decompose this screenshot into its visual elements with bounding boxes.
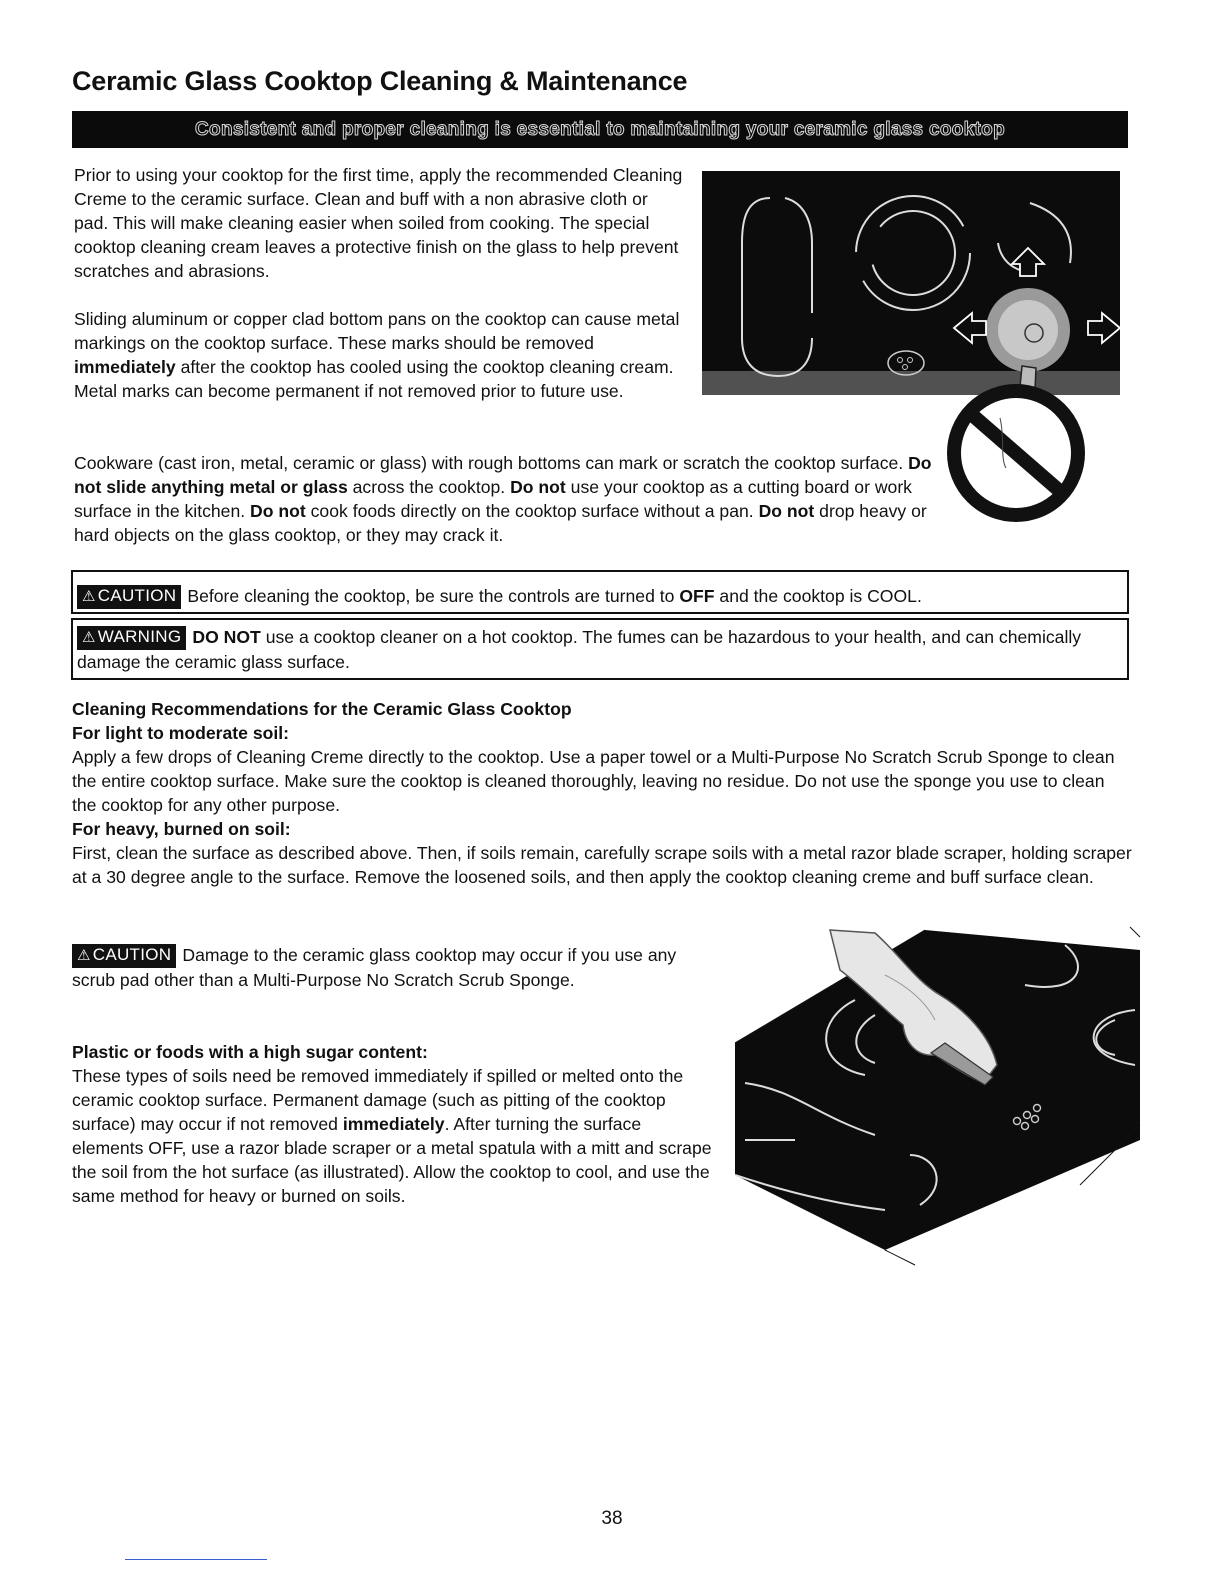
- scraper-cleaning-illustration: [735, 925, 1145, 1270]
- caution-box-1: ⚠ CAUTION Before cleaning the cooktop, be sure the controls are turned to OFF and the cooktop is COOL.: [71, 570, 1129, 614]
- footer-rule: [125, 1559, 267, 1560]
- light-soil-heading: For light to moderate soil:: [72, 723, 289, 743]
- cooktop-surface: [735, 930, 1140, 1250]
- heavy-soil-body: First, clean the surface as described above. Then, if soils remain, carefully scrape soils with a metal razor blade scraper, holding scraper at a 30 degree angle to the surface. Remove the loosened soils, and then apply the cooktop cleaning creme and buff surface clean.: [72, 843, 1132, 887]
- warning-triangle-icon: ⚠: [77, 947, 91, 964]
- caution-note-2: ⚠ CAUTION Damage to the ceramic glass cooktop may occur if you use any scrub pad other than a Multi-Purpose No Scratch Scrub Sponge.: [72, 945, 677, 990]
- banner: [72, 111, 1128, 148]
- intro-paragraph-3: Cookware (cast iron, metal, ceramic or glass) with rough bottoms can mark or scratch the cooktop surface. Do not slide anything metal or glass across the cooktop. Do not use your cooktop as a cutting board or work surface in the kitchen. Do not cook foods directly on the cooktop surface without a pan. Do not drop heavy or hard objects on the glass cooktop, or they may crack it.: [74, 453, 932, 545]
- warning-box: ⚠ WARNING DO NOT use a cooktop cleaner on a hot cooktop. The fumes can be hazardous to your health, and can chemically damage the ceramic glass surface.: [71, 618, 1129, 680]
- warning-triangle-icon: ⚠: [82, 629, 96, 646]
- recommendations-heading: Cleaning Recommendations for the Ceramic Glass Cooktop: [72, 699, 572, 719]
- recommendations-section: [72, 697, 1132, 745]
- caution-badge: ⚠ CAUTION: [77, 585, 181, 609]
- banner-text: Consistent and proper cleaning is essential to maintaining your ceramic glass cooktop: [195, 119, 1005, 140]
- plastic-heading: Plastic or foods with a high sugar content:: [72, 1042, 428, 1062]
- light-soil-body: Apply a few drops of Cleaning Creme directly to the cooktop. Use a paper towel or a Multi-Purpose No Scratch Scrub Sponge to clean the entire cooktop surface. Make sure the cooktop is cleaned thoroughly, leaving no residue. Do not use the sponge you use to clean the cooktop for any other purpose.: [72, 747, 1115, 815]
- heavy-soil-heading: For heavy, burned on soil:: [72, 819, 291, 839]
- caution-badge: ⚠ CAUTION: [72, 944, 176, 968]
- warning-badge: ⚠ WARNING: [77, 626, 186, 650]
- page-number: 38: [601, 1508, 623, 1529]
- page-title: Ceramic Glass Cooktop Cleaning & Maintenance: [72, 66, 688, 96]
- no-sliding-pans-illustration: [700, 168, 1124, 528]
- intro-paragraph-1: Prior to using your cooktop for the first time, apply the recommended Cleaning Creme to the ceramic surface. Clean and buff with a non abrasive cloth or pad. This will make cleaning easier when soiled from cooking. The special cooktop cleaning cream leaves a protective finish on the glass to help prevent scratches and abrasions.: [74, 165, 683, 281]
- plastic-body: These types of soils need be removed immediately if spilled or melted onto the ceramic cooktop surface. Permanent damage (such as pitting of the cooktop surface) may occur if not removed immediately. After turning the surface elements OFF, use a razor blade scraper or a metal spatula with a mitt and scrape the soil from the hot surface (as illustrated). Allow the cooktop to cool, and use the same method for heavy or burned on soils.: [72, 1066, 712, 1206]
- warning-triangle-icon: ⚠: [82, 588, 96, 605]
- cooktop-surface: [702, 171, 1120, 395]
- intro-paragraph-2: Sliding aluminum or copper clad bottom pans on the cooktop can cause metal markings on the cooktop surface. These marks should be removed immediately after the cooktop has cooled using the cooktop cleaning cream. Metal marks can become permanent if not removed prior to future use.: [74, 309, 680, 401]
